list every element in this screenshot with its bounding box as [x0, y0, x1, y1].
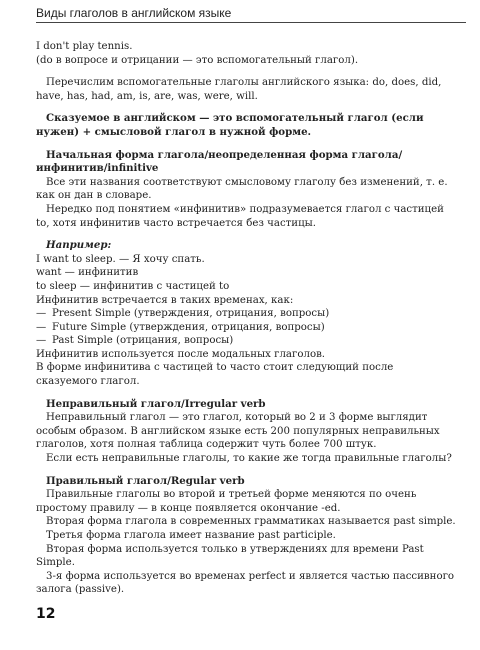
paragraph-aux-verbs: Перечислим вспомогательные глаголы английского языка: do, does, did, have, has, had, am, is, are, was, were, will. [36, 77, 442, 102]
page-number: 12 [36, 606, 56, 622]
tense-list-item [36, 334, 456, 348]
paragraph-regular-2: Вторая форма глагола в современных грамматиках называется past simple. [46, 516, 456, 528]
tense-list-item [36, 321, 456, 335]
dash-bullet: — [36, 308, 47, 320]
tense-item-text: Future Simple (утверждения, отрицания, вопросы) [52, 321, 325, 333]
tense-item-text: Present Simple (утверждения, отрицания, вопросы) [52, 308, 330, 320]
example-note: (do в вопросе и отрицании — это вспомогательный глагол). [36, 54, 359, 66]
paragraph-infinitive-1: Все эти названия соответствуют смысловому глаголу без изменений, т. е. как он дан в словаре. [36, 176, 448, 202]
dash-bullet: — [36, 335, 47, 347]
paragraph-irregular-1: Неправильный глагол — это глагол, который во 2 и 3 форме выглядит особым образом. В английском языке есть 200 популярных неправильных глаголов, хотя полная таблица содержит чуть более 700 штук. [36, 412, 440, 451]
example-line: В форме инфинитива с частицей to часто стоит следующий после сказуемого глагол. [36, 362, 394, 388]
example-sentence: I don't play tennis. [36, 41, 133, 52]
heading-infinitive: Начальная форма глагола/неопределенная форма глагола/инфинитив/infinitive [36, 148, 403, 175]
tense-list-item [36, 307, 456, 321]
example-line: want — инфинитив [36, 267, 139, 279]
heading-regular: Правильный глагол/Regular verb [46, 474, 245, 487]
paragraph-irregular-2: Если есть неправильные глаголы, то какие же тогда правильные глаголы? [46, 453, 452, 465]
running-header: Виды глаголов в английском языке [36, 6, 466, 23]
paragraph-regular-5: 3-я форма используется во временах perfect и является частью пассивного залога (passive). [36, 570, 455, 596]
predicate-rule: Сказуемое в английском — это вспомогательный глагол (если нужен) + смысловой глагол в нужной форме. [36, 112, 424, 138]
example-line: Инфинитив встречается в таких временах, как: [36, 294, 294, 306]
paragraph-regular-1: Правильные глаголы во второй и третьей форме меняются по очень простому правилу — в конце появляется окончание -ed. [36, 489, 417, 514]
example-line: I want to sleep. — Я хочу спать. [36, 253, 205, 265]
example-line: to sleep — инфинитив с частицей to [36, 280, 230, 292]
tense-item-text: Past Simple (отрицания, вопросы) [52, 335, 234, 347]
page-content [36, 40, 456, 597]
example-line: Инфинитив используется после модальных глаголов. [36, 348, 326, 360]
paragraph-infinitive-2: Нередко под понятием «инфинитив» подразумевается глагол с частицей to, хотя инфинитив часто встречается без частицы. [36, 203, 444, 229]
heading-irregular: Неправильный глагол/Irregular verb [46, 397, 266, 410]
paragraph-regular-4: Вторая форма используется только в утверждениях для времени Past Simple. [36, 543, 424, 569]
example-label: Например: [46, 239, 112, 252]
dash-bullet: — [36, 321, 47, 333]
paragraph-regular-3: Третья форма глагола имеет название past participle. [46, 530, 336, 541]
